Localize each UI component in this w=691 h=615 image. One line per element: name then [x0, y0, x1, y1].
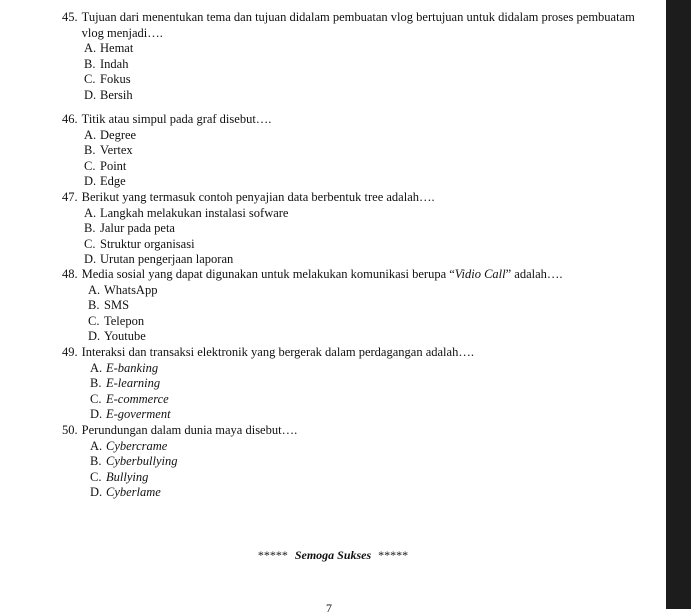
option-b	[90, 454, 652, 470]
option-c	[84, 72, 652, 88]
option-text: Cybercrame	[106, 438, 168, 453]
option-text: Cyberbullying	[106, 454, 178, 468]
option-text: Vertex	[100, 143, 133, 157]
option-letter: B.	[84, 56, 96, 71]
question-49	[62, 345, 652, 423]
option-a	[88, 283, 652, 299]
option-letter: D.	[90, 485, 103, 499]
option-d	[84, 88, 652, 104]
closing-line	[0, 548, 666, 564]
option-a	[90, 439, 652, 455]
option-text: Youtube	[104, 329, 146, 343]
option-text: Degree	[100, 127, 137, 142]
question-stem	[62, 267, 652, 283]
option-letter: D.	[84, 174, 97, 188]
options-list	[62, 361, 652, 423]
option-text: Jalur pada peta	[100, 221, 175, 235]
option-b	[84, 143, 652, 159]
question-text-italic: Vidio Call	[454, 267, 506, 281]
option-letter: D.	[90, 407, 103, 421]
question-stem	[62, 345, 652, 361]
option-text: E-goverment	[106, 407, 171, 421]
options-list	[62, 283, 652, 345]
option-text: E-learning	[106, 376, 161, 390]
option-a	[84, 41, 652, 57]
question-47	[62, 190, 652, 268]
option-text: Telepon	[104, 313, 145, 328]
question-45	[62, 10, 652, 103]
option-text: Langkah melakukan instalasi sofware	[100, 205, 289, 220]
option-c	[84, 159, 652, 175]
question-stem	[62, 112, 652, 128]
options-list	[62, 128, 652, 190]
option-text: Indah	[100, 56, 129, 71]
question-50	[62, 423, 652, 501]
option-text: Edge	[100, 174, 126, 188]
option-text: SMS	[104, 298, 130, 312]
question-stem	[62, 10, 652, 41]
option-text: Hemat	[100, 41, 134, 55]
question-text: Interaksi dan transaksi elektronik yang bergerak dalam perdagangan adalah….	[81, 345, 474, 359]
option-text: Bersih	[100, 87, 133, 102]
question-text: Perundungan dalam dunia maya disebut….	[81, 423, 298, 437]
option-c	[90, 392, 652, 408]
option-text: Point	[100, 158, 127, 173]
option-d	[88, 329, 652, 345]
option-text: Cyberlame	[106, 485, 161, 499]
option-d	[90, 485, 652, 501]
option-c	[84, 237, 652, 253]
option-d	[90, 407, 652, 423]
option-text: Urutan pengerjaan laporan	[100, 252, 234, 266]
question-text-start: Media sosial yang dapat digunakan untuk melakukan komunikasi berupa “	[81, 267, 455, 281]
option-b	[84, 57, 652, 73]
question-number: 49.	[62, 345, 78, 359]
option-letter: D.	[84, 87, 97, 102]
option-b	[88, 298, 652, 314]
option-letter: C.	[84, 72, 96, 86]
option-letter: C.	[84, 158, 96, 173]
question-stem	[62, 423, 652, 439]
option-letter: A.	[84, 41, 97, 55]
option-letter: A.	[84, 127, 97, 142]
question-number: 45.	[62, 10, 78, 24]
option-letter: A.	[84, 205, 97, 220]
options-list	[62, 41, 652, 103]
option-letter: C.	[90, 391, 102, 406]
option-letter: B.	[90, 454, 102, 468]
question-text	[82, 267, 652, 283]
question-number: 50.	[62, 423, 78, 437]
option-text: Bullying	[106, 469, 149, 484]
viewer-side-bar	[666, 0, 691, 609]
option-letter: B.	[84, 221, 96, 235]
option-c	[90, 470, 652, 486]
page-number: 7	[326, 601, 332, 615]
option-c	[88, 314, 652, 330]
option-b	[84, 221, 652, 237]
option-a	[84, 128, 652, 144]
option-text: E-banking	[106, 360, 159, 375]
option-letter: B.	[90, 376, 102, 390]
question-number: 48.	[62, 267, 78, 281]
option-letter: A.	[90, 360, 103, 375]
options-list	[62, 206, 652, 268]
stars-left: *****	[257, 548, 288, 562]
question-text-end: ” adalah….	[505, 267, 563, 281]
option-d	[84, 252, 652, 268]
question-number: 46.	[62, 112, 78, 126]
option-text: E-commerce	[106, 391, 169, 406]
option-text: Struktur organisasi	[100, 236, 195, 251]
option-a	[90, 361, 652, 377]
question-text: Tujuan dari menentukan tema dan tujuan didalam pembuatan vlog bertujuan untuk didalam proses pembuatam vlog menjadi….	[81, 10, 635, 40]
option-d	[84, 174, 652, 190]
option-a	[84, 206, 652, 222]
question-text: Titik atau simpul pada graf disebut….	[81, 112, 272, 126]
option-letter: D.	[88, 329, 101, 343]
option-letter: C.	[90, 469, 102, 484]
question-48	[62, 267, 652, 345]
option-letter: B.	[84, 143, 96, 157]
option-letter: A.	[90, 438, 103, 453]
question-stem	[62, 190, 652, 206]
option-letter: D.	[84, 252, 97, 266]
question-number: 47.	[62, 190, 78, 204]
question-text: Berikut yang termasuk contoh penyajian data berbentuk tree adalah….	[81, 190, 435, 204]
option-b	[90, 376, 652, 392]
closing-text: Semoga Sukses	[294, 548, 372, 562]
option-letter: B.	[88, 298, 100, 312]
stars-right: *****	[378, 548, 409, 562]
option-letter: A.	[88, 282, 101, 297]
option-text: Fokus	[100, 72, 131, 86]
options-list	[62, 439, 652, 501]
question-46	[62, 112, 652, 190]
option-text: WhatsApp	[104, 282, 158, 297]
option-letter: C.	[84, 236, 96, 251]
option-letter: C.	[88, 313, 100, 328]
